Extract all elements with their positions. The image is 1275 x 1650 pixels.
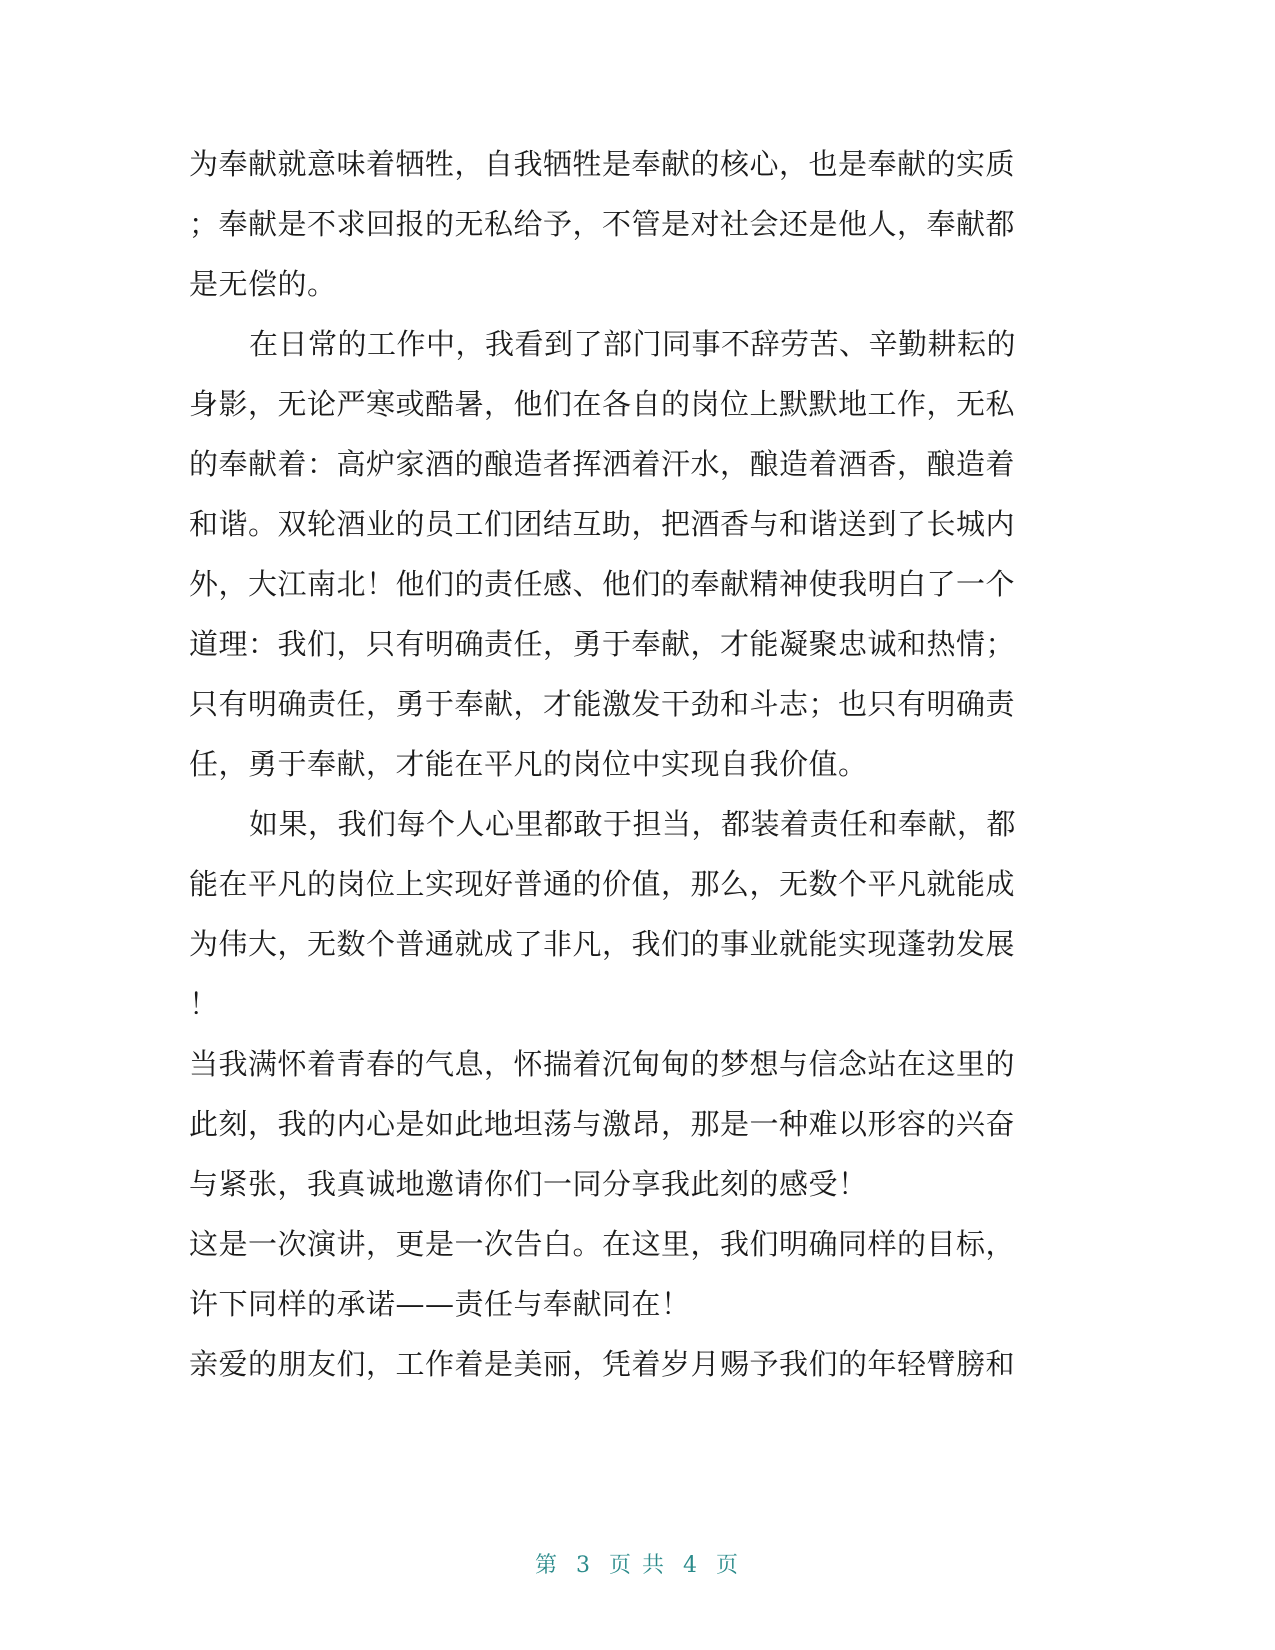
text-line: 亲爱的朋友们，工作着是美丽，凭着岁月赐予我们的年轻臂膀和 bbox=[189, 1347, 1016, 1381]
page-label-prefix: 第 bbox=[534, 1553, 559, 1578]
text-line: ！ bbox=[189, 987, 219, 1021]
text-line: 在日常的工作中，我看到了部门同事不辞劳苦、辛勤耕耘的 bbox=[249, 327, 1017, 361]
text-line: 这是一次演讲，更是一次告白。在这里，我们明确同样的目标， bbox=[189, 1227, 1016, 1261]
text-line: 许下同样的承诺——责任与奉献同在！ bbox=[189, 1287, 691, 1321]
text-line: ；奉献是不求回报的无私给予，不管是对社会还是他人，奉献都 bbox=[189, 207, 1016, 241]
text-line: 当我满怀着青春的气息，怀揣着沉甸甸的梦想与信念站在这里的 bbox=[189, 1047, 1016, 1081]
page-total: 4 bbox=[683, 1553, 699, 1578]
page-number-footer bbox=[0, 1548, 1275, 1579]
text-line: 和谐。双轮酒业的员工们团结互助，把酒香与和谐送到了长城内 bbox=[189, 507, 1016, 541]
text-line: 的奉献着：高炉家酒的酿造者挥洒着汗水，酿造着酒香，酿造着 bbox=[189, 447, 1016, 481]
text-line: 是无偿的。 bbox=[189, 267, 337, 301]
text-line: 此刻，我的内心是如此地坦荡与激昂，那是一种难以形容的兴奋 bbox=[189, 1107, 1016, 1141]
page-current: 3 bbox=[576, 1553, 592, 1578]
text-line: 与紧张，我真诚地邀请你们一同分享我此刻的感受！ bbox=[189, 1167, 868, 1201]
text-line: 为奉献就意味着牺牲，自我牺牲是奉献的核心，也是奉献的实质 bbox=[189, 147, 1016, 181]
page-label-suffix: 页 bbox=[716, 1553, 741, 1578]
text-line: 外，大江南北！他们的责任感、他们的奉献精神使我明白了一个 bbox=[189, 567, 1016, 601]
text-line: 道理：我们，只有明确责任，勇于奉献，才能凝聚忠诚和热情； bbox=[189, 627, 1016, 661]
text-line: 为伟大，无数个普通就成了非凡，我们的事业就能实现蓬勃发展 bbox=[189, 927, 1016, 961]
page-label-mid: 页 共 bbox=[609, 1553, 666, 1578]
text-line: 身影，无论严寒或酷暑，他们在各自的岗位上默默地工作，无私 bbox=[189, 387, 1016, 421]
text-line: 如果，我们每个人心里都敢于担当，都装着责任和奉献，都 bbox=[249, 807, 1017, 841]
text-line: 只有明确责任，勇于奉献，才能激发干劲和斗志；也只有明确责 bbox=[189, 687, 1016, 721]
text-line: 任，勇于奉献，才能在平凡的岗位中实现自我价值。 bbox=[189, 747, 868, 781]
text-line: 能在平凡的岗位上实现好普通的价值，那么，无数个平凡就能成 bbox=[189, 867, 1016, 901]
